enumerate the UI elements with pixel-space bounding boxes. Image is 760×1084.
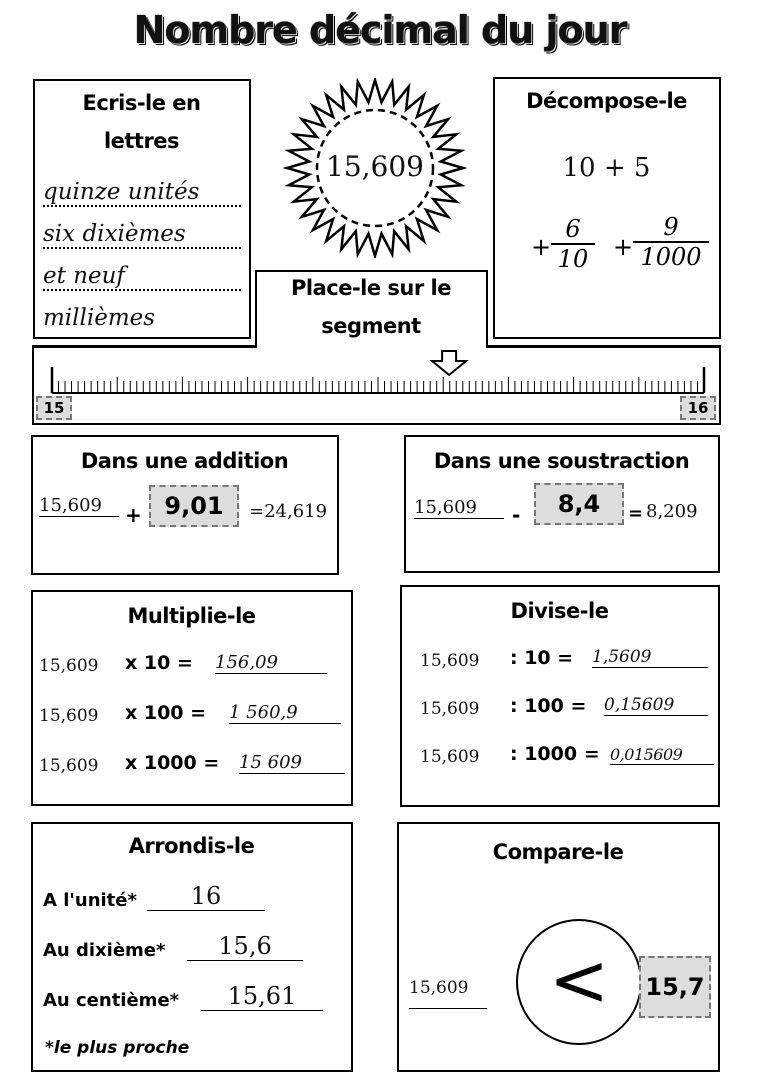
multiplie-op: x 100 = [125, 702, 207, 724]
addition-heading: Dans une addition [80, 449, 289, 473]
decompose-plus-2: + [613, 233, 634, 261]
divise-row [420, 647, 716, 677]
decompose-box [493, 77, 721, 339]
multiplie-op: x 1000 = [125, 752, 220, 774]
addition-left: 15,609 [39, 495, 119, 517]
decompose-fraction-2 [633, 213, 709, 271]
multiplie-row [39, 752, 349, 782]
divise-row [420, 743, 716, 773]
soustraction-box [404, 435, 720, 573]
compare-symbol: < [548, 938, 610, 1022]
ecris-line-2: six dixièmes [43, 221, 241, 249]
page-title: Nombre décimal du jour [133, 8, 627, 52]
multiplie-result: 156,09 [215, 652, 327, 674]
divise-result: 1,5609 [592, 647, 708, 668]
divise-row [420, 695, 716, 725]
divise-left: 15,609 [420, 699, 480, 719]
decompose-fraction-1 [551, 215, 595, 273]
divise-op: : 10 = [510, 647, 574, 669]
arrondis-heading: Arrondis-le [128, 834, 255, 858]
arrondis-row [43, 982, 343, 1016]
ecris-line-3: et neuf [43, 263, 241, 291]
soustraction-result: 8,209 [646, 501, 698, 522]
decompose-plus-1: + [531, 233, 552, 261]
addition-operand: 9,01 [149, 485, 239, 527]
multiplie-box [31, 590, 353, 806]
multiplie-result: 15 609 [239, 752, 345, 774]
divise-result: 0,015609 [610, 745, 714, 765]
soustraction-operator: - [512, 503, 521, 527]
divise-op: : 1000 = [510, 743, 600, 765]
segment-start-label: 15 [36, 396, 72, 420]
divise-heading: Divise-le [510, 599, 609, 623]
soustraction-equals: = [628, 503, 644, 524]
arrondis-label: Au centième* [43, 990, 180, 1011]
ecris-line-4: millièmes [43, 305, 156, 331]
arrondis-value: 15,6 [187, 932, 303, 961]
arrondis-value: 15,61 [201, 982, 323, 1011]
multiplie-op: x 10 = [125, 652, 193, 674]
fraction2-numerator: 9 [633, 213, 709, 243]
decompose-first-line: 10 + 5 [562, 153, 651, 183]
decompose-heading: Décompose-le [526, 89, 687, 113]
ecris-box [33, 79, 251, 339]
multiplie-result: 1 560,9 [229, 702, 341, 724]
arrondis-row [43, 932, 343, 966]
arrondis-row [43, 882, 343, 916]
divise-op: : 100 = [510, 695, 587, 717]
soustraction-heading: Dans une soustraction [433, 449, 690, 473]
segment-header-tab [255, 270, 488, 348]
arrondis-value: 16 [147, 882, 265, 911]
addition-box [31, 435, 339, 575]
segment-heading-1: Place-le sur le [291, 276, 451, 300]
arrondis-label: Au dixième* [43, 940, 166, 961]
soustraction-left: 15,609 [414, 497, 504, 519]
arrondis-box [31, 822, 353, 1072]
divise-left: 15,609 [420, 651, 480, 671]
ecris-heading-2: lettres [103, 129, 180, 153]
divise-left: 15,609 [420, 747, 480, 767]
multiplie-row [39, 652, 349, 682]
addition-result: =24,619 [249, 501, 328, 522]
multiplie-left: 15,609 [39, 706, 99, 726]
fraction2-denominator: 1000 [640, 243, 702, 271]
fraction1-numerator: 6 [551, 215, 595, 245]
compare-right: 15,7 [639, 956, 711, 1018]
compare-box [397, 822, 720, 1072]
arrondis-label: A l'unité* [43, 890, 137, 911]
segment-end-label: 16 [680, 396, 716, 420]
arrondis-note: *le plus proche [45, 1038, 190, 1058]
sun-number: 15,609 [326, 150, 424, 183]
divise-box [400, 585, 720, 807]
divise-result: 0,15609 [604, 695, 708, 716]
compare-heading: Compare-le [492, 840, 624, 864]
addition-operator: + [125, 503, 142, 527]
multiplie-row [39, 702, 349, 732]
multiplie-left: 15,609 [39, 756, 99, 776]
ecris-heading-1: Ecris-le en [82, 91, 201, 115]
multiplie-heading: Multiplie-le [127, 604, 256, 628]
down-arrow-marker-icon [432, 351, 466, 375]
compare-left: 15,609 [409, 978, 487, 1009]
multiplie-left: 15,609 [39, 656, 99, 676]
ecris-line-1: quinze unités [43, 179, 241, 207]
fraction1-denominator: 10 [557, 245, 589, 273]
segment-heading-2: segment [321, 314, 421, 338]
number-line [40, 345, 716, 417]
soustraction-operand: 8,4 [534, 483, 624, 525]
